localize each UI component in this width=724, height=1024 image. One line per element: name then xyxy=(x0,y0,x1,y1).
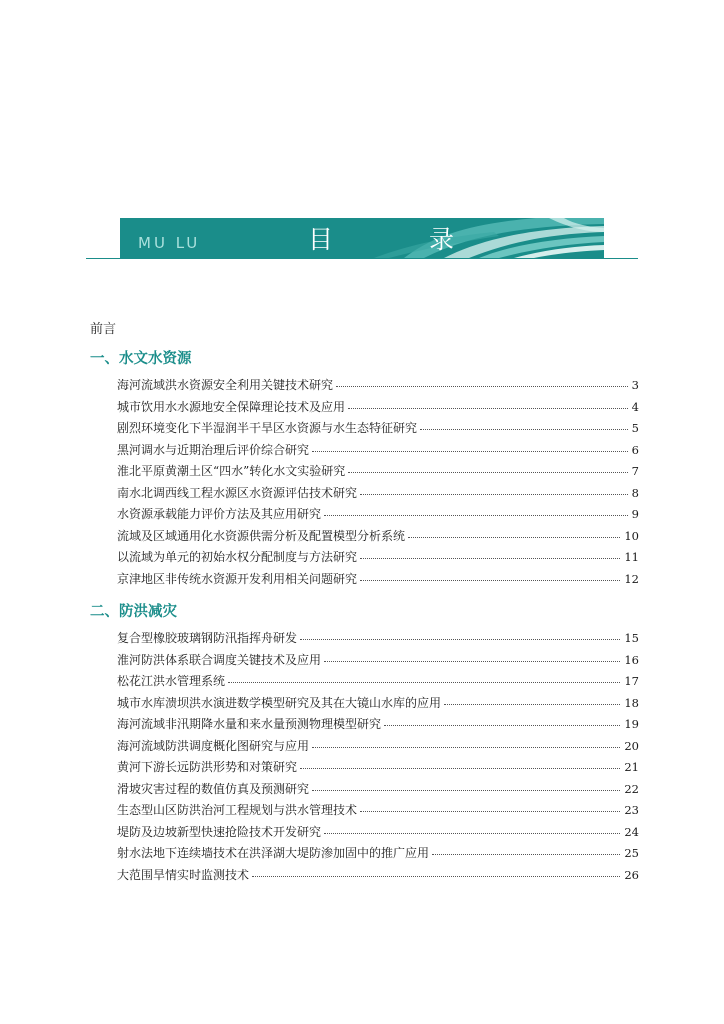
banner-underline xyxy=(86,258,638,259)
section-title-flood-control: 二、防洪减灾 xyxy=(90,604,177,620)
dot-leader xyxy=(252,876,620,877)
toc-entry-title: 城市水库溃坝洪水演进数学模型研究及其在大镜山水库的应用 xyxy=(117,695,442,710)
toc-entry[interactable] xyxy=(117,758,639,780)
toc-entry-page: 20 xyxy=(624,738,639,753)
toc-entry-title: 水资源承载能力评价方法及其应用研究 xyxy=(117,507,322,521)
toc-entry[interactable] xyxy=(117,505,639,527)
toc-entry[interactable] xyxy=(117,462,639,484)
toc-entry-page: 6 xyxy=(631,442,639,457)
toc-entry-title: 大范围旱情实时监测技术 xyxy=(117,867,250,882)
dot-leader xyxy=(408,537,620,538)
toc-entry[interactable] xyxy=(117,737,639,759)
toc-entry-title: 滑坡灾害过程的数值仿真及预测研究 xyxy=(117,781,310,796)
toc-entry[interactable] xyxy=(117,866,639,888)
toc-entry[interactable] xyxy=(117,398,639,420)
toc-entry[interactable] xyxy=(117,844,639,866)
section-title-hydrology: 一、水文水资源 xyxy=(90,351,192,367)
toc-entry-page: 7 xyxy=(631,464,639,478)
toc-entry-page: 12 xyxy=(624,571,639,586)
dot-leader xyxy=(324,661,620,662)
dot-leader xyxy=(324,515,628,516)
section-entries-flood-control xyxy=(117,629,639,887)
toc-entry-title: 复合型橡胶玻璃钢防汛指挥舟研发 xyxy=(117,631,298,645)
toc-entry[interactable] xyxy=(117,823,639,845)
toc-entry-title: 以流域为单元的初始水权分配制度与方法研究 xyxy=(117,550,358,564)
dot-leader xyxy=(312,747,620,748)
dot-leader xyxy=(300,639,620,640)
dot-leader xyxy=(312,451,628,452)
toc-entry[interactable] xyxy=(117,548,639,570)
toc-entry[interactable] xyxy=(117,780,639,802)
toc-entry-page: 26 xyxy=(624,867,639,882)
toc-entry-page: 11 xyxy=(624,550,639,564)
toc-entry-title: 生态型山区防洪治河工程规划与洪水管理技术 xyxy=(117,803,358,817)
toc-entry[interactable] xyxy=(117,570,639,592)
toc-entry-page: 3 xyxy=(631,378,639,392)
toc-entry-title: 射水法地下连续墙技术在洪泽湖大堤防渗加固中的推广应用 xyxy=(117,846,430,860)
toc-entry-page: 9 xyxy=(631,507,639,521)
toc-entry[interactable] xyxy=(117,484,639,506)
section-entries-hydrology xyxy=(117,376,639,591)
dot-leader xyxy=(360,558,620,559)
dot-leader xyxy=(420,429,628,430)
dot-leader xyxy=(384,725,620,726)
dot-leader xyxy=(300,768,620,769)
dot-leader xyxy=(444,704,620,705)
pinyin-label: MU LU xyxy=(138,234,201,252)
dot-leader xyxy=(360,494,628,495)
dot-leader xyxy=(312,790,620,791)
toc-entry[interactable] xyxy=(117,801,639,823)
toc-entry-title: 松花江洪水管理系统 xyxy=(117,674,226,688)
toc-entry[interactable] xyxy=(117,694,639,716)
toc-entry-title: 淮河防洪体系联合调度关键技术及应用 xyxy=(117,652,322,667)
toc-entry-page: 4 xyxy=(631,399,639,414)
toc-entry[interactable] xyxy=(117,419,639,441)
toc-entry-page: 10 xyxy=(624,528,639,543)
dot-leader xyxy=(348,408,628,409)
page-title: 目 录 xyxy=(308,225,498,254)
toc-entry-page: 22 xyxy=(624,781,639,796)
toc-entry-page: 24 xyxy=(624,824,639,839)
toc-entry[interactable] xyxy=(117,629,639,651)
toc-entry-page: 17 xyxy=(624,674,639,688)
dot-leader xyxy=(360,811,620,812)
dot-leader xyxy=(432,854,620,855)
toc-entry[interactable] xyxy=(117,651,639,673)
toc-entry-title: 南水北调西线工程水源区水资源评估技术研究 xyxy=(117,485,358,500)
dot-leader xyxy=(336,386,628,387)
toc-entry-page: 19 xyxy=(624,717,639,731)
toc-entry-page: 15 xyxy=(624,631,639,645)
toc-entry-title: 黑河调水与近期治理后评价综合研究 xyxy=(117,442,310,457)
toc-entry-page: 5 xyxy=(631,421,639,435)
toc-entry[interactable] xyxy=(117,672,639,694)
toc-entry-title: 堤防及边坡新型快速抢险技术开发研究 xyxy=(117,824,322,839)
toc-entry-title: 海河流域非汛期降水量和来水量预测物理模型研究 xyxy=(117,717,382,731)
toc-entry-title: 剧烈环境变化下半湿润半干旱区水资源与水生态特征研究 xyxy=(117,421,418,435)
toc-entry-title: 黄河下游长远防洪形势和对策研究 xyxy=(117,760,298,774)
toc-entry-title: 海河流域防洪调度概化图研究与应用 xyxy=(117,738,310,753)
toc-entry-title: 流域及区域通用化水资源供需分析及配置模型分析系统 xyxy=(117,528,406,543)
toc-entry-title: 城市饮用水水源地安全保障理论技术及应用 xyxy=(117,399,346,414)
toc-entry-page: 23 xyxy=(624,803,639,817)
toc-entry-title: 淮北平原黄潮土区“四水”转化水文实验研究 xyxy=(117,464,346,478)
toc-entry-title: 海河流域洪水资源安全利用关键技术研究 xyxy=(117,378,334,392)
toc-entry[interactable] xyxy=(117,441,639,463)
preface-entry[interactable]: 前言 xyxy=(90,322,117,337)
dot-leader xyxy=(360,580,620,581)
toc-entry-page: 25 xyxy=(624,846,639,860)
dot-leader xyxy=(324,833,620,834)
toc-entry-page: 18 xyxy=(624,695,639,710)
toc-entry[interactable] xyxy=(117,715,639,737)
toc-entry-page: 8 xyxy=(631,485,639,500)
dot-leader xyxy=(228,682,620,683)
toc-entry[interactable] xyxy=(117,376,639,398)
toc-entry[interactable] xyxy=(117,527,639,549)
toc-entry-title: 京津地区非传统水资源开发利用相关问题研究 xyxy=(117,571,358,586)
dot-leader xyxy=(348,472,627,473)
toc-entry-page: 16 xyxy=(624,652,639,667)
toc-entry-page: 21 xyxy=(624,760,639,774)
